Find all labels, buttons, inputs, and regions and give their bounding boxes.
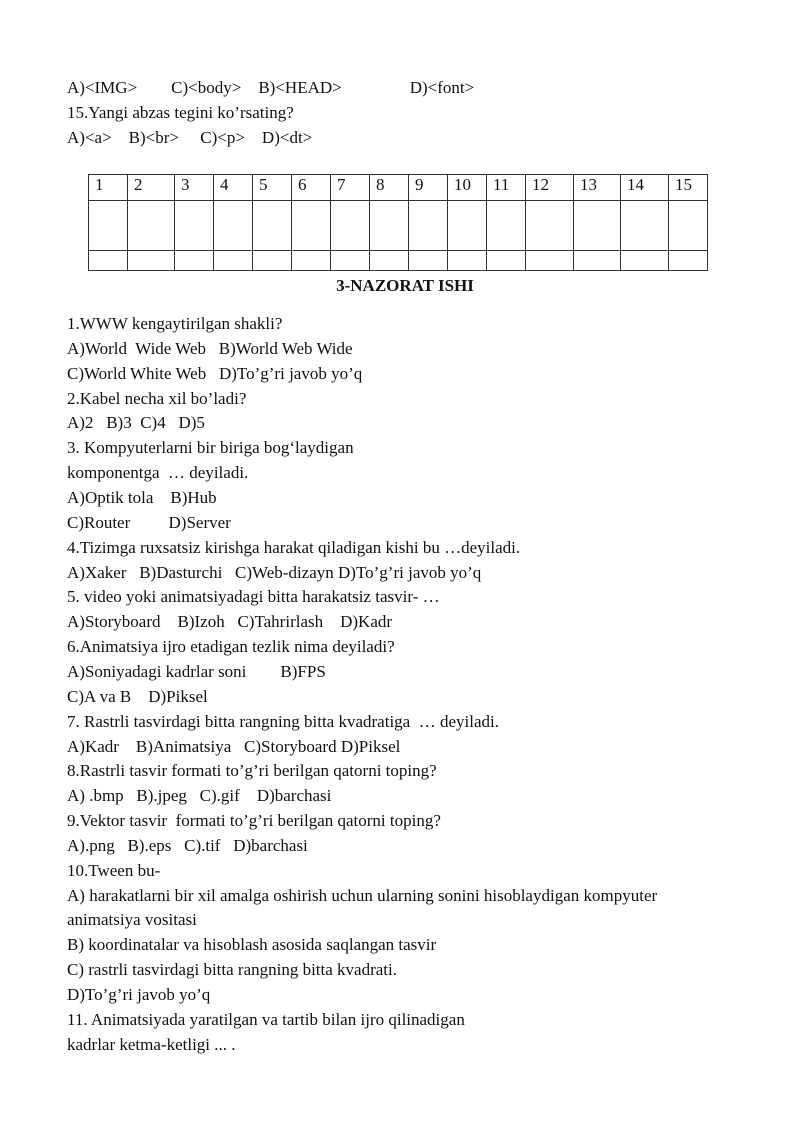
text-line: 7. Rastrli tasvirdagi bitta rangning bitta kvadratiga … deyiladi. [67, 711, 499, 731]
text-line: A)Storyboard B)Izoh C)Tahrirlash D)Kadr [67, 612, 393, 632]
text-line: 8.Rastrli tasvir formati to’g’ri berilgan qatorni toping? [67, 761, 437, 781]
text-line: 10.Tween bu- [67, 860, 161, 880]
answer-cell[interactable] [448, 201, 487, 251]
answer-cell[interactable] [214, 251, 253, 271]
text-line: C)Router D)Server [67, 512, 231, 532]
answer-cell[interactable] [253, 201, 292, 251]
answer-row [89, 201, 708, 251]
header-cell: 14 [621, 175, 669, 201]
text-line: A) .bmp B).jpeg C).gif D)barchasi [67, 786, 332, 806]
answer-cell[interactable] [669, 251, 708, 271]
text-line: A)2 B)3 C)4 D)5 [67, 413, 205, 433]
answer-cell[interactable] [292, 201, 331, 251]
answer-grid-table [88, 174, 708, 271]
header-cell: 5 [253, 175, 292, 201]
text-line: 2.Kabel necha xil bo’ladi? [67, 388, 247, 408]
text-line: 11. Animatsiyada yaratilgan va tartib bilan ijro qilinadigan [67, 1009, 465, 1029]
answer-cell[interactable] [89, 201, 128, 251]
header-cell: 3 [175, 175, 214, 201]
answer-cell[interactable] [621, 201, 669, 251]
text-line: A)Kadr B)Animatsiya C)Storyboard D)Piksel [67, 736, 401, 756]
text-line: 9.Vektor tasvir formati to’g’ri berilgan qatorni toping? [67, 811, 441, 830]
answer-cell[interactable] [409, 201, 448, 251]
extra-row [89, 251, 708, 271]
text-line: C) rastrli tasvirdagi bitta rangning bitta kvadrati. [67, 960, 397, 980]
header-cell: 6 [292, 175, 331, 201]
answer-cell[interactable] [253, 251, 292, 271]
text-line: 4.Tizimga ruxsatsiz kirishga harakat qiladigan kishi bu …deyiladi. [67, 537, 521, 557]
answer-options-q15: A)<a> B)<br> C)<p> D)<dt> [67, 128, 313, 147]
answer-cell[interactable] [292, 251, 331, 271]
answer-cell[interactable] [487, 201, 526, 251]
header-cell: 15 [669, 175, 708, 201]
table-header-row [89, 175, 708, 201]
text-line: D)To’g’ri javob yo’q [67, 985, 211, 1004]
answer-cell[interactable] [574, 201, 621, 251]
answer-cell[interactable] [448, 251, 487, 271]
header-cell: 2 [128, 175, 175, 201]
answer-cell[interactable] [487, 251, 526, 271]
header-cell: 12 [526, 175, 574, 201]
answer-cell[interactable] [175, 251, 214, 271]
answer-cell[interactable] [175, 201, 214, 251]
header-cell: 1 [89, 175, 128, 201]
text-line: A)Xaker B)Dasturchi C)Web-dizayn D)To’g’ri javob yo’q [67, 562, 482, 582]
section-title: 3-NAZORAT ISHI [336, 276, 474, 295]
text-line: 3. Kompyuterlarni bir biriga bog‘laydigan [67, 438, 354, 458]
text-line: animatsiya vositasi [67, 910, 197, 930]
text-line: A)Soniyadagi kadrlar soni B)FPS [67, 661, 326, 681]
text-line: B) koordinatalar va hisoblash asosida saqlangan tasvir [67, 935, 437, 955]
answer-cell[interactable] [526, 201, 574, 251]
text-line: komponentga … deyiladi. [67, 463, 249, 483]
answer-cell[interactable] [574, 251, 621, 271]
answer-cell[interactable] [370, 201, 409, 251]
answer-cell[interactable] [526, 251, 574, 271]
answer-cell[interactable] [89, 251, 128, 271]
answer-cell[interactable] [621, 251, 669, 271]
answer-cell[interactable] [331, 251, 370, 271]
text-line: 1.WWW kengaytirilgan shakli? [67, 314, 283, 333]
header-cell: 8 [370, 175, 409, 201]
answer-cell[interactable] [128, 201, 175, 251]
answer-cell[interactable] [370, 251, 409, 271]
header-cell: 10 [448, 175, 487, 201]
text-line: C)World White Web D)To’g’ri javob yo’q [67, 363, 363, 383]
answer-cell[interactable] [128, 251, 175, 271]
answer-options-q14: A)<IMG> C)<body> B)<HEAD> D)<font> [67, 78, 475, 97]
text-line: 6.Animatsiya ijro etadigan tezlik nima deyiladi? [67, 637, 395, 656]
text-line: C)A va B D)Piksel [67, 686, 208, 706]
text-line: A)Optik tola B)Hub [67, 488, 217, 507]
text-line: A).png B).eps C).tif D)barchasi [67, 835, 308, 855]
text-line: A)World Wide Web B)World Web Wide [67, 338, 353, 358]
answer-cell[interactable] [331, 201, 370, 251]
header-cell: 11 [487, 175, 526, 201]
question-15: 15.Yangi abzas tegini ko’rsating? [67, 103, 294, 122]
answer-cell[interactable] [214, 201, 253, 251]
answer-cell[interactable] [669, 201, 708, 251]
header-cell: 9 [409, 175, 448, 201]
text-line: 5. video yoki animatsiyadagi bitta harakatsiz tasvir- … [67, 587, 440, 607]
text-line: kadrlar ketma-ketligi ... . [67, 1034, 236, 1054]
text-line: A) harakatlarni bir xil amalga oshirish uchun ularning sonini hisoblaydigan kompyuter [67, 885, 658, 905]
answer-cell[interactable] [409, 251, 448, 271]
header-cell: 4 [214, 175, 253, 201]
header-cell: 7 [331, 175, 370, 201]
header-cell: 13 [574, 175, 621, 201]
